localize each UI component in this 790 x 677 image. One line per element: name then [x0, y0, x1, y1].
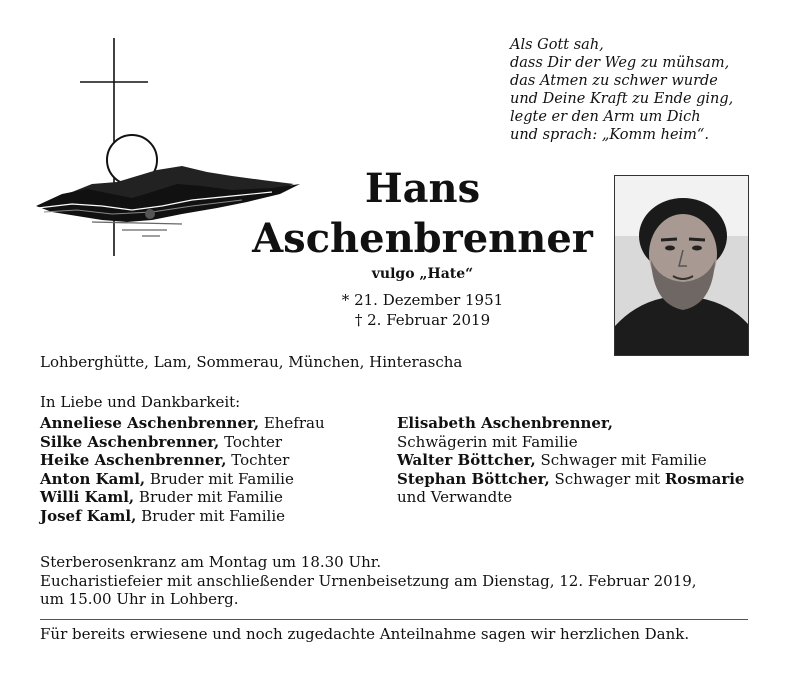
deceased-first-name: Hans — [364, 165, 481, 212]
mourner-line — [40, 433, 325, 452]
death-date: † 2. Februar 2019 — [354, 311, 491, 329]
mourners-right-column — [397, 414, 744, 507]
mourner-relation: Bruder mit Familie — [136, 506, 286, 525]
poem-line: und Deine Kraft zu Ende ging, — [510, 91, 734, 107]
mourner-line — [397, 451, 744, 470]
mourner-relation: Ehefrau — [259, 414, 325, 432]
poem — [510, 36, 780, 144]
mourner-relation: Schwager mit Familie — [535, 451, 707, 469]
mourner-name: Willi Kaml, — [40, 488, 135, 506]
mourner-relation: Schwager mit — [549, 469, 665, 488]
poem-line: legte er den Arm um Dich — [510, 109, 701, 125]
deceased-nickname: vulgo „Hate“ — [371, 266, 474, 282]
mourner-line — [40, 507, 325, 526]
mourners-left-column — [40, 414, 325, 525]
mourner-line — [40, 470, 325, 489]
birth-date: * 21. Dezember 1951 — [341, 291, 504, 309]
mourner-name: Heike Aschenbrenner, — [40, 451, 227, 469]
mourner-relation: Bruder mit Familie — [145, 469, 294, 488]
mourner-name: Walter Böttcher, — [397, 451, 536, 469]
places-line: Lohberghütte, Lam, Sommerau, München, Hinterascha — [40, 353, 463, 371]
poem-line: Als Gott sah, — [510, 37, 604, 53]
poem-line: das Atmen zu schwer wurde — [510, 73, 718, 89]
service-line: Sterberosenkranz am Montag um 18.30 Uhr. — [40, 553, 382, 571]
portrait-photo-graphic — [615, 176, 748, 355]
mourner-name: Stephan Böttcher, — [397, 469, 550, 488]
mourner-line — [40, 488, 325, 507]
mourner-name: Anton Kaml, — [40, 469, 146, 488]
mourner-name: Anneliese Aschenbrenner, — [40, 414, 260, 432]
mourner-name: Elisabeth Aschenbrenner, — [397, 414, 613, 432]
portrait-photo-icon — [614, 175, 749, 356]
mourner-name: Rosmarie — [664, 469, 745, 488]
mourner-line — [397, 470, 744, 489]
service-line: um 15.00 Uhr in Lohberg. — [40, 590, 239, 608]
mourner-name: Silke Aschenbrenner, — [40, 432, 220, 451]
service-line: Eucharistiefeier mit anschließender Urnenbeisetzung am Dienstag, 12. Februar 2019, — [40, 571, 697, 590]
mourner-name: Josef Kaml, — [40, 506, 137, 525]
service-info — [40, 553, 697, 609]
poem-line: dass Dir der Weg zu mühsam, — [510, 55, 730, 71]
poem-line: und sprach: „Komm heim“. — [510, 127, 709, 143]
mourner-line — [40, 451, 325, 470]
mourner-relation: Tochter — [226, 451, 290, 469]
thanks-line: Für bereits erwiesene und noch zugedachte Anteilnahme sagen wir herzlichen Dank. — [40, 625, 690, 643]
mourner-relation: Tochter — [219, 432, 283, 451]
mourner-line: und Verwandte — [397, 488, 513, 506]
divider — [40, 619, 748, 620]
mourner-relation: Bruder mit Familie — [134, 488, 283, 506]
mourner-line: Schwägerin mit Familie — [397, 432, 578, 451]
deceased-last-name: Aschenbrenner — [252, 215, 593, 262]
mourners-intro: In Liebe und Dankbarkeit: — [40, 393, 241, 411]
mourner-line — [40, 414, 325, 433]
mourner-line — [397, 414, 744, 433]
